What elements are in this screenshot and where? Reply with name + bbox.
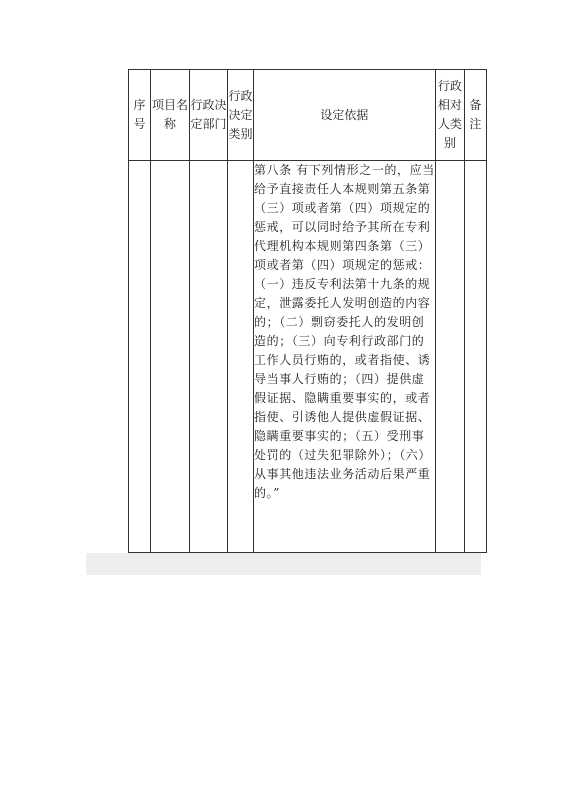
basis-line: 处罚的（过失犯罪除外）；（六） — [254, 448, 432, 462]
table-row — [129, 161, 487, 553]
basis-line: 代理机构本规则第四条第（三） — [254, 239, 431, 253]
basis-line: 定，泄露委托人发明创造的内容 — [254, 296, 431, 310]
cell-legal-basis — [254, 161, 436, 553]
basis-line: （三）项或者第（四）项规定的 — [254, 201, 431, 215]
basis-line: 给予直接责任人本规则第五条第 — [254, 182, 431, 196]
basis-line: 导当事人行贿的；（四）提供虚 — [254, 372, 425, 386]
cell-remark — [464, 161, 486, 553]
cell-decision-category — [228, 161, 254, 553]
basis-line: 惩戒，可以同时给予其所在专利 — [254, 220, 431, 234]
header-legal-basis: 设定依据 — [254, 70, 436, 161]
basis-line: 从事其他违法业务活动后果严重 — [254, 467, 431, 481]
basis-line: 第八条 有下列情形之一的，应当 — [254, 163, 435, 177]
basis-line: 项或者第（四）项规定的惩戒： — [254, 258, 431, 272]
basis-line: 的；（二）剽窃委托人的发明创 — [254, 315, 425, 329]
page-bottom-shade — [86, 553, 481, 575]
header-counterpart-category: 行政 相对 人类 别 — [435, 70, 464, 161]
administrative-decision-table — [128, 69, 487, 553]
header-decision-category: 行政 决定 类别 — [228, 70, 254, 161]
basis-line: 工作人员行贿的，或者指使、诱 — [254, 353, 431, 367]
header-remark: 备 注 — [464, 70, 486, 161]
basis-line: 造的；（三）向专利行政部门的 — [254, 334, 425, 348]
header-decision-dept: 行政决 定部门 — [190, 70, 228, 161]
cell-counterpart-category — [435, 161, 464, 553]
header-seq: 序 号 — [129, 70, 151, 161]
cell-seq — [129, 161, 151, 553]
cell-decision-dept — [190, 161, 228, 553]
basis-line: 指使、引诱他人提供虚假证据、 — [254, 410, 431, 424]
basis-line: 隐瞒重要事实的；（五）受刑事 — [254, 429, 425, 443]
cell-item-name — [151, 161, 190, 553]
header-item-name: 项目名 称 — [151, 70, 190, 161]
basis-line: 假证据、隐瞒重要事实的，或者 — [254, 391, 431, 405]
basis-line: 的。” — [254, 486, 280, 500]
table-header-row — [129, 70, 487, 161]
basis-line: （一）违反专利法第十九条的规 — [254, 277, 431, 291]
